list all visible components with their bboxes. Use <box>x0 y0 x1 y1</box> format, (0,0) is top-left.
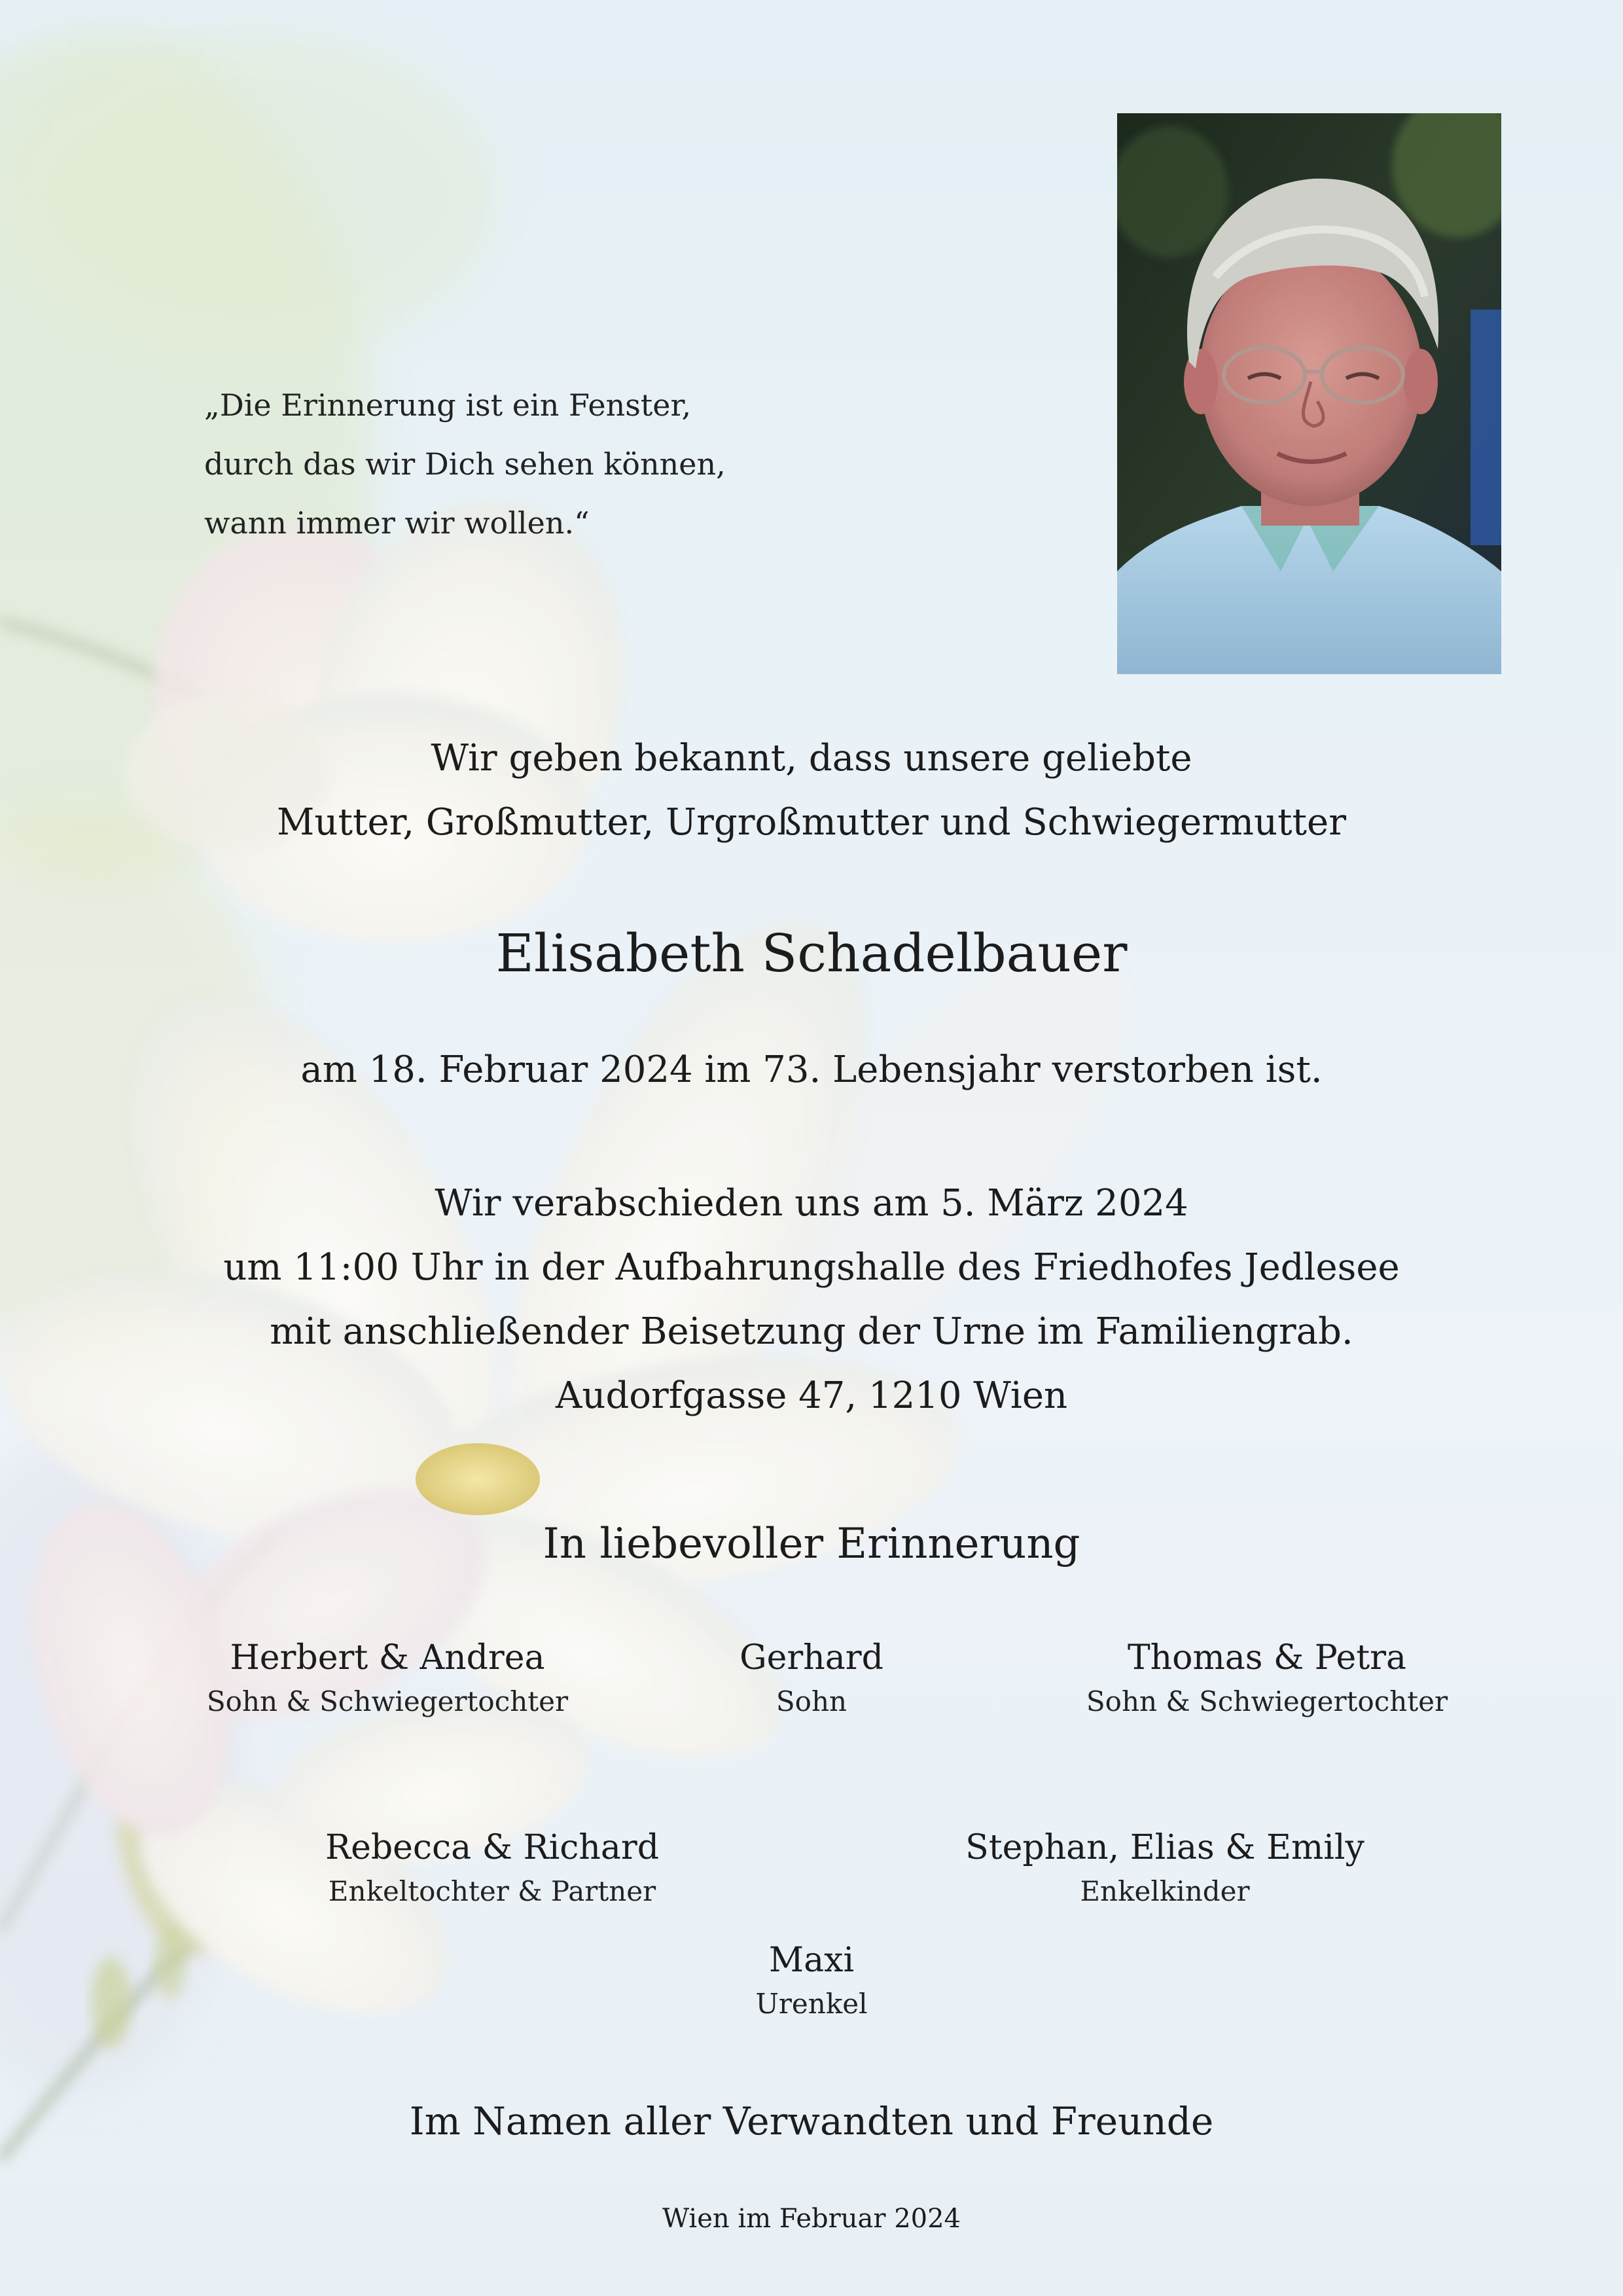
quote-line-1: „Die Erinnerung ist ein Fenster, <box>204 387 692 423</box>
mourner-entry <box>550 1634 1073 1721</box>
intro-line-1: Wir geben bekannt, dass unsere geliebte <box>431 737 1192 780</box>
place-date: Wien im Februar 2024 <box>662 2204 961 2234</box>
farewell-line-2: um 11:00 Uhr in der Aufbahrungshalle des Friedhofes Jedlesee <box>223 1246 1400 1289</box>
mourner-role: Urenkel <box>755 1988 868 2020</box>
portrait-illustration <box>1117 113 1501 674</box>
announcement-intro <box>0 726 1623 855</box>
mourner-name: Gerhard <box>740 1638 883 1677</box>
portrait-photo <box>1117 113 1501 674</box>
mourner-entry <box>903 1823 1427 1911</box>
farewell-line-3: mit anschließender Beisetzung der Urne im Familiengrab. <box>270 1310 1353 1353</box>
quote-line-3: wann immer wir wollen.“ <box>204 505 590 541</box>
mourner-role: Enkelkinder <box>1080 1875 1250 1907</box>
mourner-entry <box>230 1823 754 1911</box>
mourner-role: Sohn & Schwiegertochter <box>206 1685 569 1717</box>
mourner-entry <box>550 1936 1073 2024</box>
farewell-line-4: Audorfgasse 47, 1210 Wien <box>555 1374 1068 1417</box>
deceased-name: Elisabeth Schadelbauer <box>495 923 1128 984</box>
intro-line-2: Mutter, Großmutter, Urgroßmutter und Schwiegermutter <box>277 801 1346 844</box>
mourner-name: Thomas & Petra <box>1127 1638 1406 1677</box>
mourner-role: Sohn <box>776 1685 847 1717</box>
mourner-entry <box>1005 1634 1529 1721</box>
closing-line: Im Namen aller Verwandten und Freunde <box>409 2099 1214 2144</box>
mourner-name: Stephan, Elias & Emily <box>965 1828 1364 1867</box>
mourner-role: Sohn & Schwiegertochter <box>1086 1685 1448 1717</box>
mourner-role: Enkeltochter & Partner <box>328 1875 656 1907</box>
memorial-quote <box>204 376 793 552</box>
death-date-line: am 18. Februar 2024 im 73. Lebensjahr verstorben ist. <box>300 1049 1323 1091</box>
mourner-name: Rebecca & Richard <box>325 1828 660 1867</box>
quote-line-2: durch das wir Dich sehen können, <box>204 446 726 482</box>
mourner-name: Maxi <box>768 1941 855 1980</box>
memory-heading: In liebevoller Erinnerung <box>543 1520 1080 1568</box>
farewell-line-1: Wir verabschieden uns am 5. März 2024 <box>435 1182 1188 1225</box>
mourner-name: Herbert & Andrea <box>230 1638 545 1677</box>
funeral-details <box>0 1172 1623 1428</box>
